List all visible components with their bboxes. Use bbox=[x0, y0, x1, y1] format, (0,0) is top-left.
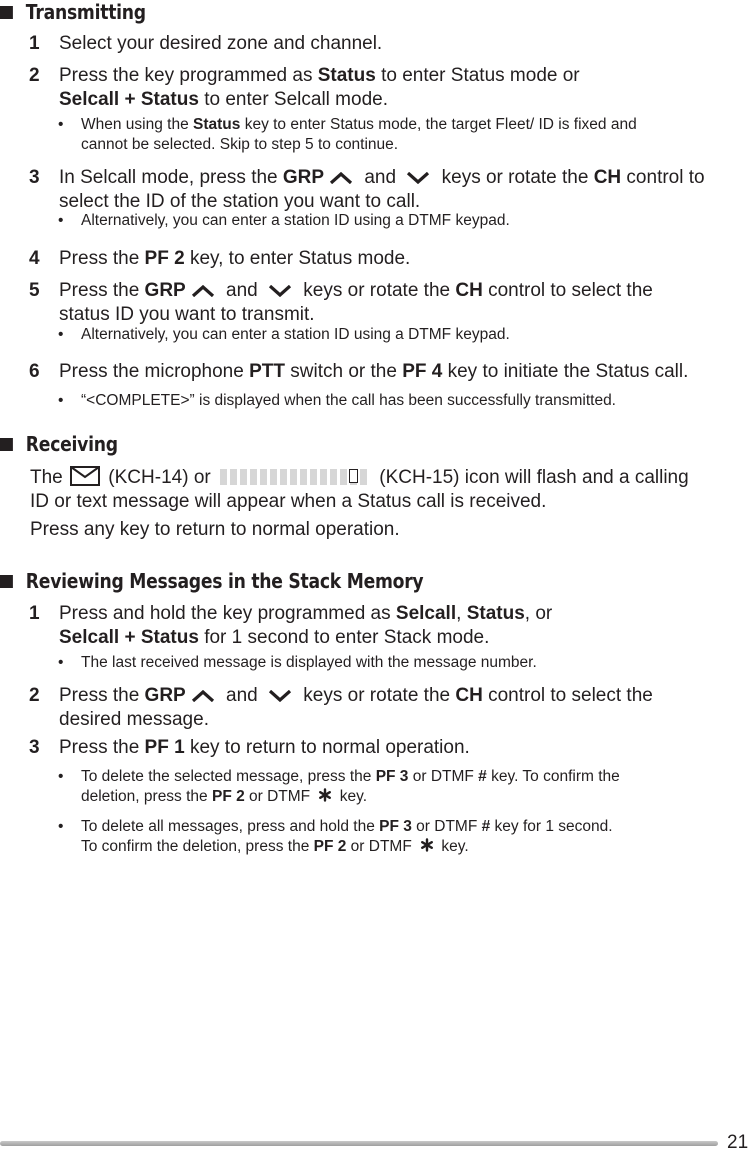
section-heading-reviewing: Reviewing Messages in the Stack Memory bbox=[0, 569, 423, 593]
envelope-icon bbox=[70, 466, 100, 486]
receiving-return: Press any key to return to normal operation. bbox=[30, 519, 400, 540]
page-number: 21 bbox=[727, 1132, 749, 1153]
chevron-up-icon bbox=[329, 172, 353, 184]
chevron-down-icon bbox=[268, 690, 292, 702]
footer-rule bbox=[0, 1141, 718, 1146]
asterisk-icon bbox=[318, 788, 332, 802]
chevron-up-icon bbox=[191, 690, 215, 702]
message-icon bbox=[349, 469, 358, 483]
section-heading-receiving: Receiving bbox=[0, 432, 118, 456]
asterisk-icon bbox=[420, 838, 434, 852]
heading-square-icon bbox=[0, 6, 13, 19]
chevron-down-icon bbox=[268, 285, 292, 297]
heading-square-icon bbox=[0, 438, 13, 451]
section-heading-transmitting: Transmitting bbox=[0, 0, 146, 24]
chevron-up-icon bbox=[191, 285, 215, 297]
status-icon-placeholder bbox=[220, 469, 370, 485]
receiving-paragraph: The (KCH-14) or (KCH-15) icon will flash and a calling ID or text message will appear when a Status call is received. bbox=[30, 467, 689, 512]
heading-square-icon bbox=[0, 575, 13, 588]
manual-page: Transmitting 1 Select your desired zone and channel. 2 Press the key programmed as Status to enter Status mode or Selcall + Status to enter Selcall mode. • When using the Status key to enter Status mode, the target Fleet/ ID is fixed and cannot be selected. Skip to step 5 to continue. 3 In Selcall mode, press the GRP and keys or rotate the CH control to select the ID of the station you want to call. • Alternatively, you can enter a station ID using a DTMF keypad. 4 Press the PF 2 key, to enter Status mode. 5 Press the GRP and keys or rotate the CH control to select the status ID you want to transmit. • Alternatively, you can enter a station ID using a DTMF keypad. 6 Press the microphone PTT switch or the PF 4 key to initiate the Status call. • “<COMPLETE>” is displayed when the call has been successfully transmitted. Receiving The (KCH-14) or (KCH-15) icon will flash and a calling ID or text message will appear when a Status call is received. Press any key to return to normal operation. Reviewing Messages in the Stack Memory 1 Press and hold the key programmed as Selcall, Status, or Selcall + Status for 1 second to enter Stack mode. • The last received message is displayed with the message number. 2 Press the GRP and keys or rotate the CH control to select the desired message. 3 Press the PF 1 key to return to normal operation. • To delete the selected message, press the PF 3 or DTMF # key. To confirm the deletion, press the PF 2 or DTMF key. • To delete all messages, press and hold the PF 3 or DTMF # key for 1 second. To confirm the deletion, press the PF 2 or DTMF key. 21 bbox=[0, 0, 753, 1153]
chevron-down-icon bbox=[406, 172, 430, 184]
